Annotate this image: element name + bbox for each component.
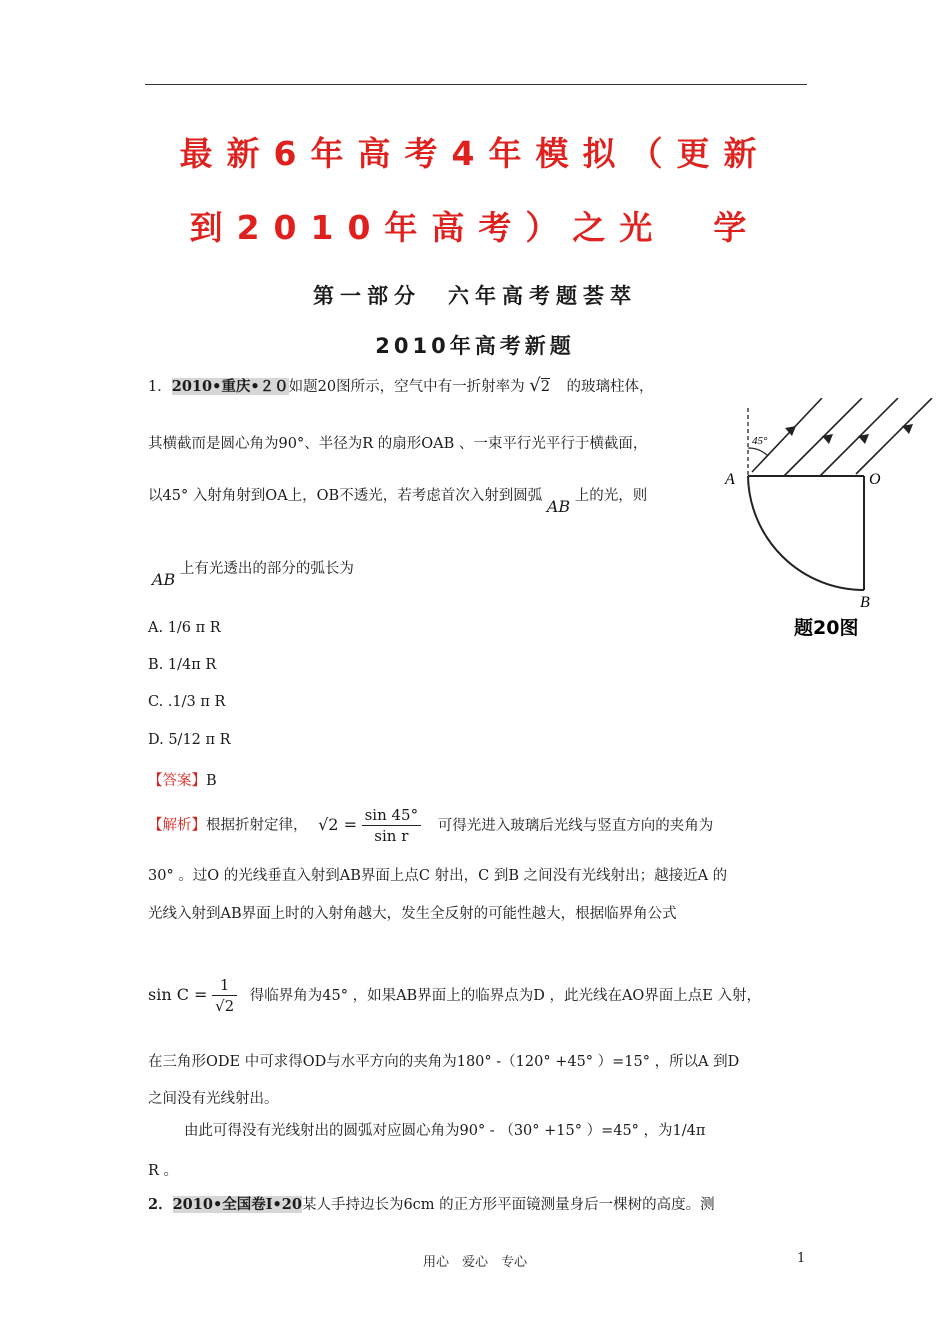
q2-number: 2． [148,1196,173,1213]
option-c: C. .1/3 π R [148,694,226,710]
eq2-denominator: √2 [215,997,235,1015]
footer-text: 用心 爱心 专心 [422,1255,527,1270]
analysis-label: 【解析】 [148,817,206,834]
section-heading: 第一部分 六年高考题荟萃 [313,284,637,308]
eq2-numerator: 1 [212,975,237,996]
analysis-text-a: 根据折射定律， [206,817,308,834]
analysis-crit-text: 得临界角为45° ，如果AB界面上的临界点为D ，此光线在AO界面上点E 入射， [249,987,762,1004]
figure-20 [722,398,948,648]
header-rule [145,84,807,85]
answer-line [148,769,217,790]
option-b: B. 1/4π R [148,657,217,673]
eq2-left: sin C = [148,984,208,1004]
q1-source: 2010•重庆•２０ [171,378,289,395]
eq1-fraction [362,805,422,846]
eq1-left: √2 = [318,814,357,834]
analysis-line-6: 之间没有光线射出。 [148,1091,279,1107]
analysis-line-5: 在三角形ODE 中可求得OD与水平方向的夹角为180° -（120° +45° ）=15° ，所以A 到D [148,1054,740,1070]
q1-sqrt-value: 2 [540,379,550,395]
subsection-heading: 2010年高考新题 [375,334,575,358]
q1-line-3-a: 以45° 入射角射到OA上，OB不透光，若考虑首次入射到圆弧 [148,488,543,504]
analysis-line-3: 光线入射到AB界面上时的入射角越大，发生全反射的可能性越大，根据临界角公式 [148,906,677,922]
label-o: O [869,471,881,488]
analysis-text-b: 可得光进入玻璃后光线与竖直方向的夹角为 [437,817,714,834]
option-d: D. 5/12 π R [148,732,231,748]
analysis-line-8: R 。 [148,1163,179,1179]
analysis-line-4 [148,975,761,1016]
page-number: 1 [797,1251,806,1266]
equation-refraction [318,806,426,845]
q1-first-line [148,375,654,396]
label-b: B [860,594,870,611]
equation-critical [148,976,242,1015]
eq2-fraction [212,975,237,1016]
answer-value: B [206,773,217,789]
arc-ab [748,476,864,590]
q1-line-3-b: 上的光，则 [574,488,648,504]
analysis-line-7: 由此可得没有光线射出的圆弧对应圆心角为90° - （30° +15° ）=45° ，为1/4π [184,1123,706,1139]
analysis-line-1 [148,805,713,846]
option-a: A. 1/6 π R [148,620,221,636]
q2-source: 2010•全国卷Ⅰ•20 [172,1196,302,1213]
figure-caption: 题20图 [794,617,859,639]
q1-line-3 [148,484,648,516]
q1-line-4-text: 上有光透出的部分的弧长为 [179,561,354,577]
title-line-1: 最新6年高考4年模拟（更新 [179,134,771,173]
q1-text-b: 的玻璃柱体， [566,379,654,395]
q2-text: 某人手持边长为6cm 的正方形平面镜测量身后一棵树的高度。测 [301,1197,715,1213]
arc-ab-label-2: AB [152,570,176,589]
label-a: A [725,471,735,488]
eq1-denominator: sin r [374,827,409,845]
analysis-line-2: 30° 。过O 的光线垂直入射到AB界面上点C 射出，C 到B 之间没有光线射出；越接近A 的 [148,868,728,884]
arc-ab-label: AB [546,497,571,516]
answer-label: 【答案】 [148,773,206,789]
q1-line-2: 其横截而是圆心角为90°、半径为R 的扇形OAB 、一束平行光平行于横截面， [148,436,648,452]
angle-arc [748,448,768,456]
sqrt-symbol: √ [529,375,541,396]
title-line-2: 到2010年高考）之光 学 [189,208,761,247]
q1-text-a: 如题20图所示，空气中有一折射率为 [288,379,525,395]
eq1-numerator: sin 45° [362,805,422,826]
angle-label: 45° [752,435,768,447]
q1-number: 1． [148,379,172,395]
q1-line-4 [152,557,354,589]
q2-line [148,1193,715,1214]
